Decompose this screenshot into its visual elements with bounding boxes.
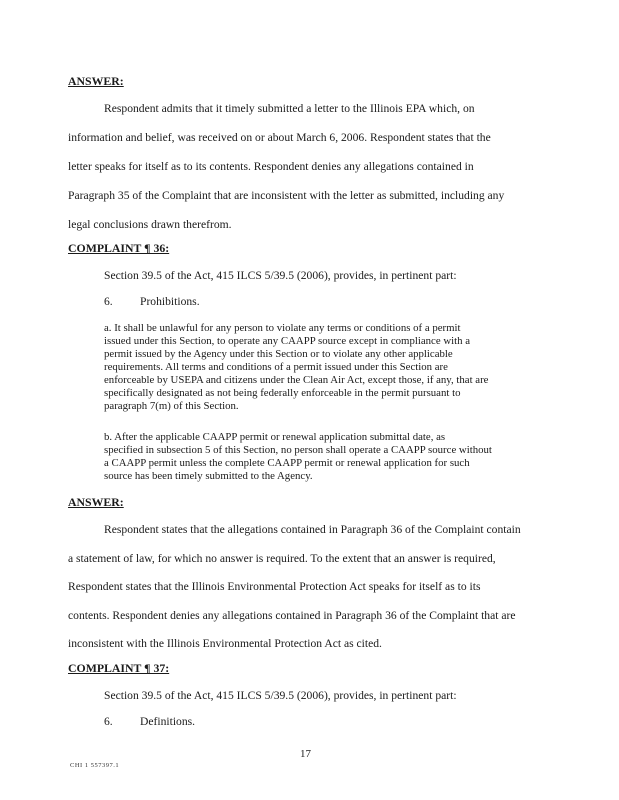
answer-line: inconsistent with the Illinois Environmental Protection Act as cited. bbox=[68, 637, 382, 650]
answer-line: Respondent admits that it timely submitted a letter to the Illinois EPA which, on bbox=[104, 102, 475, 115]
answer-line: Respondent states that the allegations contained in Paragraph 36 of the Complaint contain bbox=[104, 523, 521, 536]
quote-line: a CAAPP permit unless the complete CAAPP permit or renewal application for such bbox=[104, 457, 470, 469]
subsection-title: Prohibitions. bbox=[140, 295, 200, 308]
complaint-intro: Section 39.5 of the Act, 415 ILCS 5/39.5 (2006), provides, in pertinent part: bbox=[104, 269, 457, 282]
document-id: CHI 1 557397.1 bbox=[70, 762, 120, 769]
complaint-heading: COMPLAINT ¶ 36: bbox=[68, 241, 170, 255]
answer-heading: ANSWER: bbox=[68, 495, 124, 509]
answer-line: legal conclusions drawn therefrom. bbox=[68, 218, 232, 231]
quote-line: enforceable by USEPA and citizens under the Clean Air Act, except those, if any, that are bbox=[104, 374, 489, 386]
complaint-intro: Section 39.5 of the Act, 415 ILCS 5/39.5 (2006), provides, in pertinent part: bbox=[104, 689, 457, 702]
answer-heading: ANSWER: bbox=[68, 74, 124, 88]
quote-line: b. After the applicable CAAPP permit or renewal application submittal date, as bbox=[104, 431, 446, 443]
quote-line: source has been timely submitted to the Agency. bbox=[104, 470, 313, 482]
answer-line: information and belief, was received on or about March 6, 2006. Respondent states that the bbox=[68, 131, 491, 144]
subsection-number: 6. bbox=[104, 715, 113, 728]
answer-line: a statement of law, for which no answer is required. To the extent that an answer is required, bbox=[68, 552, 496, 565]
quote-line: requirements. All terms and conditions of a permit issued under this Section are bbox=[104, 361, 448, 373]
quote-line: paragraph 7(m) of this Section. bbox=[104, 400, 239, 412]
quote-line: a. It shall be unlawful for any person to violate any terms or conditions of a permit bbox=[104, 322, 461, 334]
answer-line: letter speaks for itself as to its contents. Respondent denies any allegations contained in bbox=[68, 160, 474, 173]
answer-line: Paragraph 35 of the Complaint that are inconsistent with the letter as submitted, including any bbox=[68, 189, 505, 202]
quote-line: specified in subsection 5 of this Section, no person shall operate a CAAPP source without bbox=[104, 444, 492, 456]
answer-line: Respondent states that the Illinois Environmental Protection Act speaks for itself as to its bbox=[68, 580, 481, 593]
complaint-heading: COMPLAINT ¶ 37: bbox=[68, 661, 170, 675]
subsection-number: 6. bbox=[104, 295, 113, 308]
subsection-title: Definitions. bbox=[140, 715, 196, 728]
page-number: 17 bbox=[300, 748, 311, 760]
quote-line: specifically designated as not being federally enforceable in the permit pursuant to bbox=[104, 387, 461, 399]
quote-line: issued under this Section, to operate any CAAPP source except in compliance with a bbox=[104, 335, 471, 347]
answer-line: contents. Respondent denies any allegations contained in Paragraph 36 of the Complaint that are bbox=[68, 609, 516, 622]
quote-line: permit issued by the Agency under this Section or to violate any other applicable bbox=[104, 348, 453, 360]
